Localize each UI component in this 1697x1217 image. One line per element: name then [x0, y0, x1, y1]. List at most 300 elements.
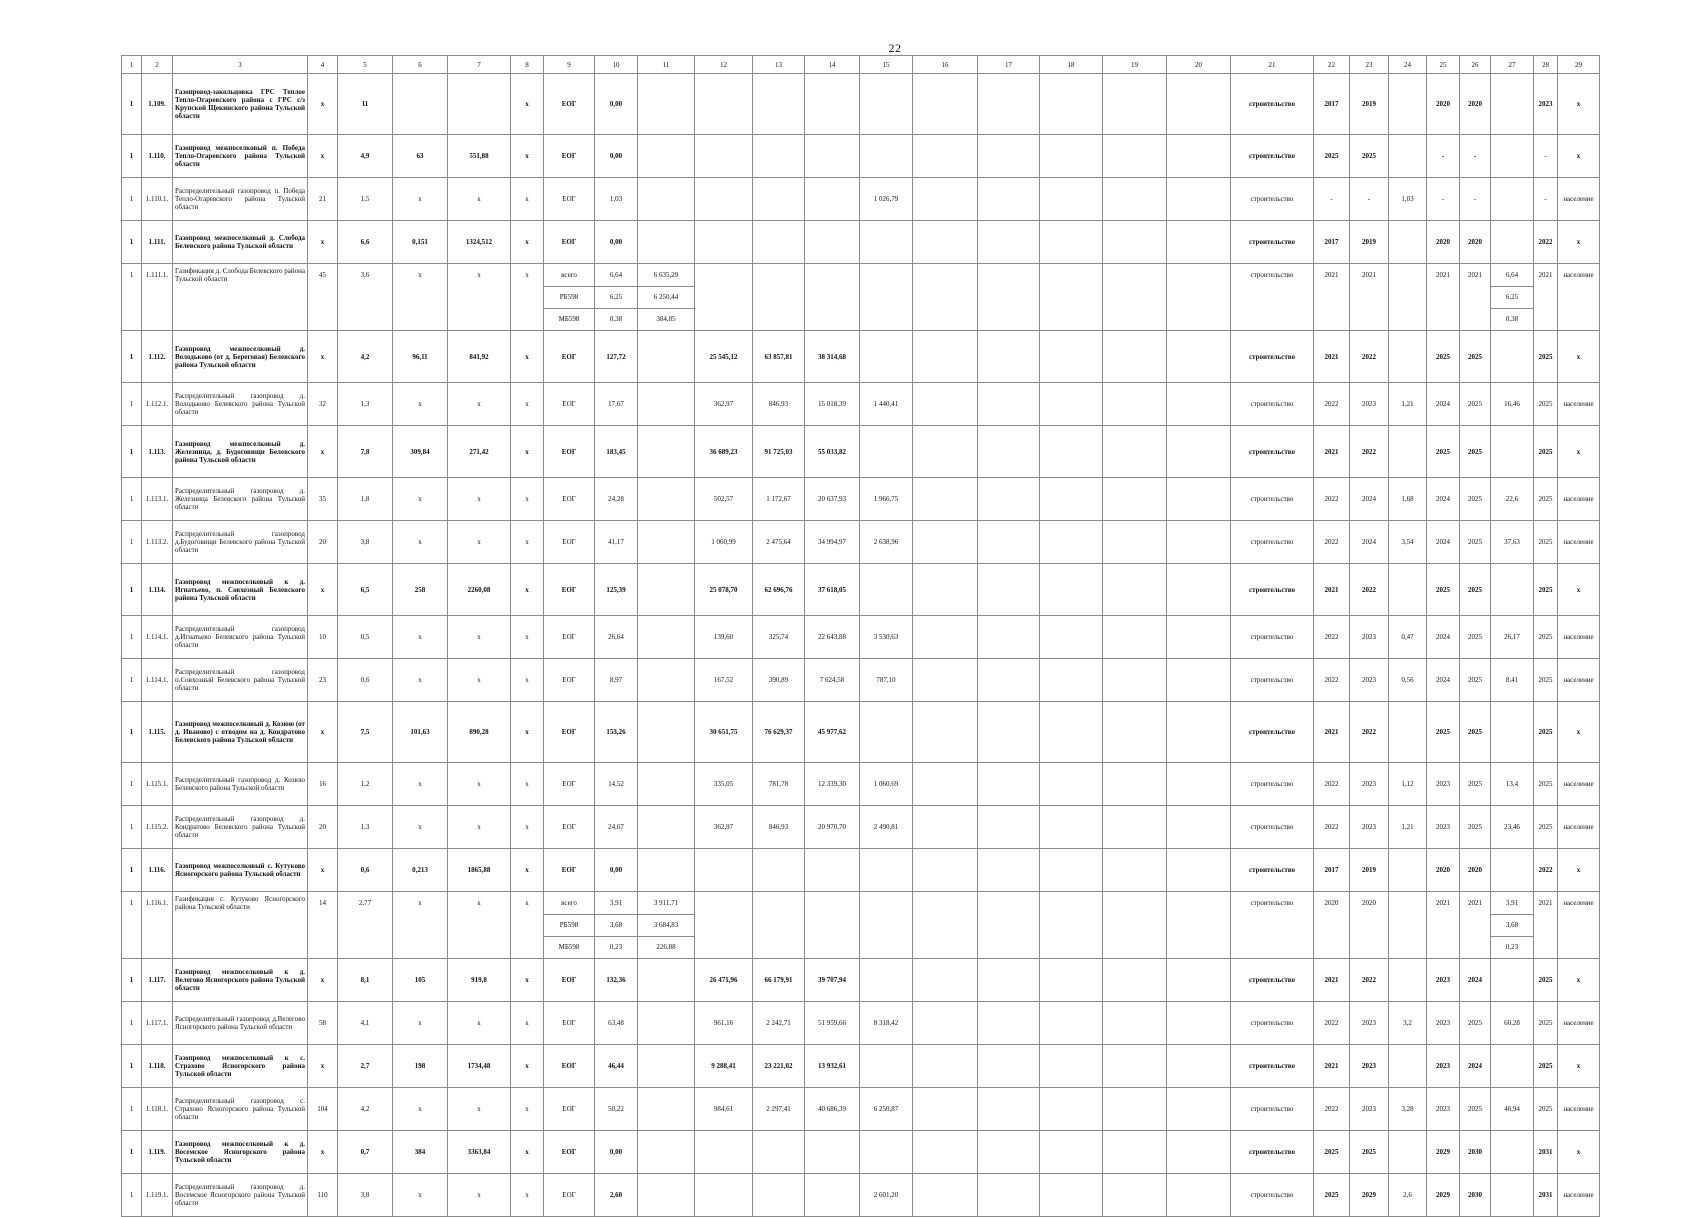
table-cell [753, 892, 805, 915]
table-cell [695, 74, 753, 135]
table-row [122, 331, 1600, 383]
table-cell: строительство [1231, 383, 1314, 426]
table-cell: 2025 [1460, 1088, 1491, 1131]
table-cell: 6 635,29 [638, 264, 695, 287]
table-cell: 2025 [1314, 1131, 1350, 1174]
table-cell: 1734,48 [448, 1045, 511, 1088]
table-cell [338, 308, 393, 331]
table-cell [448, 286, 511, 308]
table-cell: МБ598 [544, 308, 595, 331]
table-cell: 2024 [1350, 521, 1389, 564]
table-cell: строительство [1231, 178, 1314, 221]
table-cell: 139,60 [695, 616, 753, 659]
item-number-cell: 1.115. [142, 702, 173, 763]
table-cell [1040, 936, 1103, 959]
table-cell: ЕОГ [544, 1088, 595, 1131]
page-number: 22 [888, 41, 902, 55]
table-cell: 1,21 [1389, 383, 1427, 426]
table-cell: 7,5 [338, 702, 393, 763]
table-row [122, 221, 1600, 264]
table-cell: 2025 [1460, 383, 1491, 426]
table-cell [1103, 849, 1167, 892]
table-cell: 2019 [1350, 74, 1389, 135]
table-cell [1103, 914, 1167, 936]
table-cell [1040, 221, 1103, 264]
table-cell: МБ598 [544, 936, 595, 959]
table-cell [1103, 521, 1167, 564]
table-cell: 1 [122, 763, 142, 806]
object-name-cell [173, 914, 308, 936]
table-cell [1040, 659, 1103, 702]
table-cell [1040, 616, 1103, 659]
table-cell: 2025 [1460, 521, 1491, 564]
table-row [122, 521, 1600, 564]
column-number-cell: 7 [448, 56, 511, 74]
table-cell: 984,61 [695, 1088, 753, 1131]
table-cell: 2029 [1350, 1174, 1389, 1217]
table-cell: 2021 [1314, 426, 1350, 478]
table-cell [695, 135, 753, 178]
table-cell [695, 1131, 753, 1174]
table-cell [913, 426, 978, 478]
table-cell: 8 318,42 [860, 1002, 913, 1045]
column-number-cell: 14 [805, 56, 860, 74]
table-cell [1491, 74, 1534, 135]
table-cell [638, 564, 695, 616]
table-cell: х [393, 1002, 448, 1045]
table-cell: 2022 [1534, 849, 1558, 892]
table-cell: 6,64 [595, 264, 638, 287]
table-cell: 1 172,67 [753, 478, 805, 521]
table-cell: 6 250,87 [860, 1088, 913, 1131]
column-number-cell: 26 [1460, 56, 1491, 74]
table-cell [1103, 308, 1167, 331]
table-cell [1389, 959, 1427, 1002]
table-cell: х [511, 892, 544, 915]
table-cell [638, 135, 695, 178]
item-number-cell: 1.115.1. [142, 763, 173, 806]
column-number-cell: 24 [1389, 56, 1427, 74]
column-number-cell: 27 [1491, 56, 1534, 74]
table-cell [1389, 1131, 1427, 1174]
table-cell [638, 959, 695, 1002]
item-number-cell: 1.119. [142, 1131, 173, 1174]
table-cell [1167, 702, 1231, 763]
table-cell [1167, 178, 1231, 221]
table-cell: 390,89 [753, 659, 805, 702]
table-cell: х [1558, 959, 1600, 1002]
table-cell [1389, 286, 1427, 308]
table-cell [1231, 936, 1314, 959]
table-cell [978, 1174, 1040, 1217]
table-cell [913, 521, 978, 564]
table-cell: 2024 [1350, 478, 1389, 521]
table-cell: ЕОГ [544, 616, 595, 659]
table-cell: х [511, 564, 544, 616]
table-cell [1167, 564, 1231, 616]
table-cell [638, 221, 695, 264]
table-cell: 16,46 [1491, 383, 1534, 426]
table-cell: х [511, 264, 544, 287]
table-cell [978, 892, 1040, 915]
table-cell [1167, 264, 1231, 287]
table-cell: 38 314,68 [805, 331, 860, 383]
table-cell [978, 1002, 1040, 1045]
table-cell [638, 849, 695, 892]
table-cell: х [1558, 849, 1600, 892]
table-cell: 2 475,64 [753, 521, 805, 564]
table-cell [1558, 286, 1600, 308]
table-cell [1558, 936, 1600, 959]
table-cell: х [308, 564, 338, 616]
table-cell: 7 624,58 [805, 659, 860, 702]
table-cell: х [448, 521, 511, 564]
table-cell [1103, 331, 1167, 383]
table-cell [638, 74, 695, 135]
table-cell: 846,93 [753, 383, 805, 426]
table-cell [338, 914, 393, 936]
table-cell: 2023 [1350, 806, 1389, 849]
table-cell [1040, 135, 1103, 178]
table-cell: 2023 [1534, 74, 1558, 135]
table-cell: 1 [122, 1131, 142, 1174]
table-cell: х [448, 1002, 511, 1045]
table-cell: ЕОГ [544, 849, 595, 892]
table-cell: ЕОГ [544, 959, 595, 1002]
table-cell: х [308, 1045, 338, 1088]
table-cell: 3,8 [338, 521, 393, 564]
table-cell [1040, 1045, 1103, 1088]
column-number-cell: 11 [638, 56, 695, 74]
table-cell [913, 564, 978, 616]
table-cell: строительство [1231, 616, 1314, 659]
object-name-cell [173, 936, 308, 959]
table-cell [1231, 286, 1314, 308]
table-row [122, 286, 1600, 308]
table-cell [913, 1045, 978, 1088]
table-cell [860, 1131, 913, 1174]
table-cell [1167, 221, 1231, 264]
table-cell: ЕОГ [544, 135, 595, 178]
table-cell [805, 1131, 860, 1174]
table-cell: 1 060,99 [695, 521, 753, 564]
table-cell: х [308, 221, 338, 264]
table-cell [1040, 331, 1103, 383]
table-cell [805, 914, 860, 936]
table-cell: 1 [122, 1002, 142, 1045]
table-cell: 2021 [1460, 264, 1491, 287]
table-cell: 2021 [1314, 264, 1350, 287]
table-cell [393, 914, 448, 936]
table-cell: 919,8 [448, 959, 511, 1002]
table-cell [913, 331, 978, 383]
table-cell: ЕОГ [544, 221, 595, 264]
table-row [122, 135, 1600, 178]
column-number-cell: 25 [1427, 56, 1460, 74]
item-number-cell: 1.110. [142, 135, 173, 178]
table-cell: 2025 [1460, 806, 1491, 849]
table-cell: население [1558, 264, 1600, 287]
table-cell: 2030 [1460, 1131, 1491, 1174]
table-cell: 2025 [1534, 616, 1558, 659]
table-cell [1389, 936, 1427, 959]
table-cell: 1 [122, 264, 142, 287]
column-number-cell: 19 [1103, 56, 1167, 74]
table-cell: х [511, 1131, 544, 1174]
table-cell: население [1558, 1088, 1600, 1131]
table-cell: 1865,88 [448, 849, 511, 892]
table-cell: 2025 [1534, 331, 1558, 383]
table-cell [805, 936, 860, 959]
table-cell [1460, 936, 1491, 959]
column-number-cell: 8 [511, 56, 544, 74]
table-cell [1491, 135, 1534, 178]
table-cell: х [511, 763, 544, 806]
table-cell [638, 383, 695, 426]
table-cell [1103, 702, 1167, 763]
table-cell: х [511, 702, 544, 763]
table-cell: 2025 [1314, 135, 1350, 178]
table-cell [860, 959, 913, 1002]
table-cell [1040, 1131, 1103, 1174]
table-cell: 0,38 [1491, 308, 1534, 331]
table-cell: строительство [1231, 426, 1314, 478]
column-number-cell: 16 [913, 56, 978, 74]
table-cell: 13,4 [1491, 763, 1534, 806]
table-cell [1389, 264, 1427, 287]
table-cell: 1 [122, 1174, 142, 1217]
table-cell [1103, 959, 1167, 1002]
table-cell: 2022 [1314, 1088, 1350, 1131]
object-name-cell: Распределительный газопровод д.Велегово Ясногорского района Тульской области [173, 1002, 308, 1045]
table-cell [913, 849, 978, 892]
table-cell: 1,3 [338, 383, 393, 426]
item-number-cell: 1.109. [142, 74, 173, 135]
table-cell: 2029 [1427, 1131, 1460, 1174]
table-cell: строительство [1231, 221, 1314, 264]
table-cell [308, 914, 338, 936]
table-cell: 335,05 [695, 763, 753, 806]
table-cell: 2022 [1350, 426, 1389, 478]
table-cell [860, 135, 913, 178]
table-cell: 2020 [1427, 74, 1460, 135]
table-cell [860, 849, 913, 892]
table-cell: 2 490,81 [860, 806, 913, 849]
object-name-cell: Газопровод-закольцовка ГРС Теплое Тепло-Огаревского района с ГРС с/з Крупской Щекинского района Тульской области [173, 74, 308, 135]
table-cell: население [1558, 1002, 1600, 1045]
table-cell: 2025 [1534, 564, 1558, 616]
table-cell [978, 1045, 1040, 1088]
table-cell: ЕОГ [544, 331, 595, 383]
table-cell: 11 [338, 74, 393, 135]
table-row [122, 1045, 1600, 1088]
table-cell [913, 308, 978, 331]
table-cell [753, 221, 805, 264]
table-cell: 2017 [1314, 221, 1350, 264]
table-row [122, 959, 1600, 1002]
item-number-cell: 1.119.1. [142, 1174, 173, 1217]
table-cell: 1,5 [338, 178, 393, 221]
table-cell: 2021 [1534, 264, 1558, 287]
table-cell: 3,8 [338, 1174, 393, 1217]
table-cell [448, 936, 511, 959]
table-cell [978, 702, 1040, 763]
table-cell [860, 308, 913, 331]
table-cell: строительство [1231, 806, 1314, 849]
table-cell [753, 286, 805, 308]
table-cell [308, 936, 338, 959]
item-number-cell: 1.118.1. [142, 1088, 173, 1131]
table-cell: х [308, 331, 338, 383]
table-cell: 20 [308, 806, 338, 849]
table-cell [1534, 914, 1558, 936]
table-cell [1167, 383, 1231, 426]
table-cell: строительство [1231, 564, 1314, 616]
table-cell [978, 478, 1040, 521]
table-cell: 3,6 [338, 264, 393, 287]
item-number-cell [142, 914, 173, 936]
table-cell [913, 763, 978, 806]
table-cell: 24,28 [595, 478, 638, 521]
table-cell: 60,28 [1491, 1002, 1534, 1045]
table-cell: 0,00 [595, 221, 638, 264]
table-cell [753, 178, 805, 221]
table-cell: ЕОГ [544, 521, 595, 564]
table-cell: строительство [1231, 521, 1314, 564]
table-cell [695, 178, 753, 221]
table-cell: 258 [393, 564, 448, 616]
table-cell [1040, 74, 1103, 135]
table-cell: х [448, 659, 511, 702]
table-cell [1167, 1131, 1231, 1174]
table-cell [1314, 936, 1350, 959]
table-cell: 104 [308, 1088, 338, 1131]
table-cell: 2025 [1314, 1174, 1350, 1217]
table-cell [860, 264, 913, 287]
table-cell: 1,68 [1389, 478, 1427, 521]
table-cell: 4,2 [338, 1088, 393, 1131]
table-cell: 2025 [1460, 1002, 1491, 1045]
table-cell: 2019 [1350, 221, 1389, 264]
table-cell [695, 914, 753, 936]
column-number-cell: 17 [978, 56, 1040, 74]
object-name-cell: Газопровод межпоселковый д. Железница, д. Будоговищи Белевского района Тульской области [173, 426, 308, 478]
table-cell: 50,22 [595, 1088, 638, 1131]
table-cell: 1 [122, 74, 142, 135]
table-cell [1040, 521, 1103, 564]
table-cell [638, 331, 695, 383]
table-cell: 8,97 [595, 659, 638, 702]
table-cell [978, 308, 1040, 331]
item-number-cell [142, 936, 173, 959]
column-number-cell: 4 [308, 56, 338, 74]
table-cell [1103, 616, 1167, 659]
table-cell: 10 [308, 616, 338, 659]
table-cell: 40 686,39 [805, 1088, 860, 1131]
table-cell: 1 [122, 426, 142, 478]
table-cell [1040, 286, 1103, 308]
table-cell: 1 [122, 383, 142, 426]
table-cell [978, 286, 1040, 308]
table-cell [978, 135, 1040, 178]
table-cell [1103, 135, 1167, 178]
table-cell: - [1534, 135, 1558, 178]
table-cell: 32 [308, 383, 338, 426]
table-cell [1460, 286, 1491, 308]
table-cell: 14,52 [595, 763, 638, 806]
table-cell: 167,52 [695, 659, 753, 702]
table-cell [448, 914, 511, 936]
table-cell: 2022 [1534, 221, 1558, 264]
table-cell: 3,54 [1389, 521, 1427, 564]
table-cell [1427, 286, 1460, 308]
table-row [122, 1174, 1600, 1217]
table-cell [1389, 426, 1427, 478]
table-cell: 6,6 [338, 221, 393, 264]
table-cell: 2023 [1350, 1045, 1389, 1088]
table-cell: 3,91 [595, 892, 638, 915]
table-cell: х [393, 178, 448, 221]
table-cell: 2020 [1427, 221, 1460, 264]
column-number-cell: 29 [1558, 56, 1600, 74]
table-row [122, 264, 1600, 287]
table-cell [860, 564, 913, 616]
table-cell [511, 936, 544, 959]
table-cell: ЕОГ [544, 806, 595, 849]
table-cell: 2025 [1460, 478, 1491, 521]
table-cell [1350, 308, 1389, 331]
table-cell: ЕОГ [544, 564, 595, 616]
table-cell: х [393, 521, 448, 564]
table-row [122, 616, 1600, 659]
table-cell: 0,23 [595, 936, 638, 959]
table-cell: - [1460, 135, 1491, 178]
table-cell: х [1558, 1131, 1600, 1174]
table-cell [805, 849, 860, 892]
table-cell: 2025 [1534, 1088, 1558, 1131]
table-cell [1389, 892, 1427, 915]
table-cell: население [1558, 1174, 1600, 1217]
table-cell: 25 078,70 [695, 564, 753, 616]
table-cell: х [1558, 331, 1600, 383]
table-cell [393, 936, 448, 959]
table-cell: 3,68 [1491, 914, 1534, 936]
table-cell [1389, 564, 1427, 616]
table-cell: 841,92 [448, 331, 511, 383]
table-cell [638, 1002, 695, 1045]
table-cell: 2024 [1427, 478, 1460, 521]
table-cell: 1 [122, 959, 142, 1002]
table-row [122, 564, 1600, 616]
table-cell [122, 914, 142, 936]
table-cell: х [511, 178, 544, 221]
table-cell: х [393, 659, 448, 702]
table-cell [1231, 308, 1314, 331]
table-cell: 198 [393, 1045, 448, 1088]
table-cell [1427, 914, 1460, 936]
table-cell [913, 659, 978, 702]
table-cell [913, 221, 978, 264]
table-cell [338, 936, 393, 959]
table-cell [978, 178, 1040, 221]
table-cell: 22 643,88 [805, 616, 860, 659]
table-cell: 2020 [1427, 849, 1460, 892]
table-cell [1040, 959, 1103, 1002]
table-cell: 2025 [1460, 763, 1491, 806]
table-cell [511, 286, 544, 308]
table-cell: 21 [308, 178, 338, 221]
table-cell: 0,00 [595, 849, 638, 892]
